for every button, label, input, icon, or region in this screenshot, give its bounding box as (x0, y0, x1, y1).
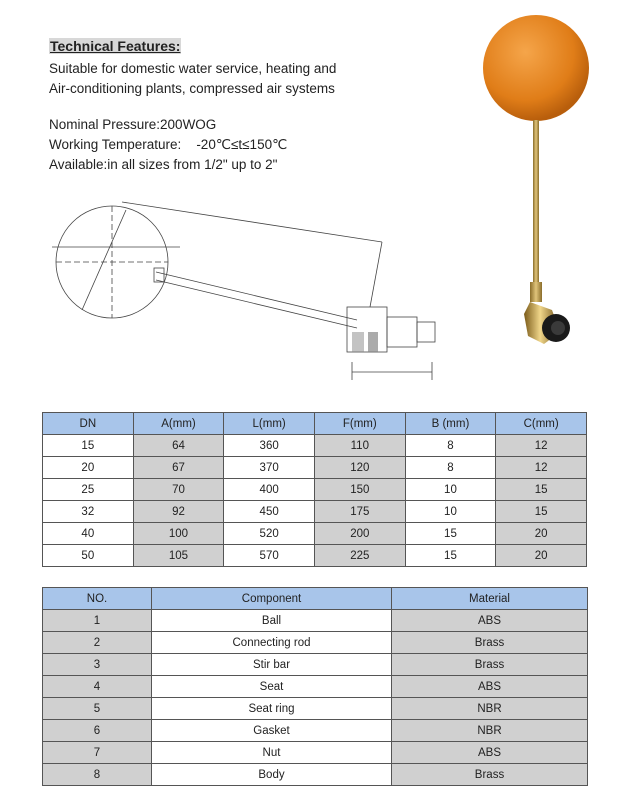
table-cell: 2 (43, 632, 152, 654)
working-temperature: Working Temperature: -20℃≤t≤150℃ (49, 137, 288, 152)
dims-header-l: L(mm) (224, 413, 315, 435)
table-cell: 40 (43, 523, 134, 545)
table-cell: 15 (496, 501, 587, 523)
table-row (43, 720, 588, 742)
table-cell: 8 (43, 764, 152, 786)
dims-header-b: B (mm) (405, 413, 496, 435)
table-cell: 225 (314, 545, 405, 567)
table-cell: 570 (224, 545, 315, 567)
features-line-1: Suitable for domestic water service, heating and (49, 61, 337, 76)
table-cell: Seat (152, 676, 392, 698)
table-cell: Stir bar (152, 654, 392, 676)
table-cell: 70 (133, 479, 224, 501)
dims-header-dn: DN (43, 413, 134, 435)
table-row (43, 610, 588, 632)
dims-header-a: A(mm) (133, 413, 224, 435)
table-cell: Ball (152, 610, 392, 632)
table-cell: 150 (314, 479, 405, 501)
table-row (43, 654, 588, 676)
table-row (43, 479, 587, 501)
table-cell: NBR (392, 720, 588, 742)
table-cell: Gasket (152, 720, 392, 742)
float-valve-photo (448, 10, 598, 350)
table-cell: 105 (133, 545, 224, 567)
table-cell: 12 (496, 435, 587, 457)
table-cell: 32 (43, 501, 134, 523)
table-cell: 370 (224, 457, 315, 479)
table-cell: Brass (392, 654, 588, 676)
table-row (43, 698, 588, 720)
table-row (43, 632, 588, 654)
dimensions-table (42, 412, 587, 567)
parts-header-no: NO. (43, 588, 152, 610)
table-cell: Nut (152, 742, 392, 764)
table-cell: ABS (392, 676, 588, 698)
table-cell: Body (152, 764, 392, 786)
table-cell: 64 (133, 435, 224, 457)
parts-header-component: Component (152, 588, 392, 610)
table-cell: 120 (314, 457, 405, 479)
nominal-pressure: Nominal Pressure:200WOG (49, 117, 217, 132)
table-cell: 8 (405, 435, 496, 457)
dims-header-f: F(mm) (314, 413, 405, 435)
table-cell: Seat ring (152, 698, 392, 720)
features-line-2: Air-conditioning plants, compressed air systems (49, 81, 335, 96)
table-cell: 100 (133, 523, 224, 545)
table-cell: 10 (405, 501, 496, 523)
table-cell: 520 (224, 523, 315, 545)
table-cell: 6 (43, 720, 152, 742)
table-cell: Brass (392, 632, 588, 654)
table-cell: 15 (405, 523, 496, 545)
table-cell: NBR (392, 698, 588, 720)
parts-header-material: Material (392, 588, 588, 610)
table-cell: 20 (496, 523, 587, 545)
table-cell: 10 (405, 479, 496, 501)
table-row (43, 501, 587, 523)
table-cell: 15 (405, 545, 496, 567)
table-cell: 92 (133, 501, 224, 523)
table-cell: 20 (43, 457, 134, 479)
table-cell: 5 (43, 698, 152, 720)
components-table (42, 587, 588, 786)
ball (483, 15, 589, 121)
table-cell: ABS (392, 610, 588, 632)
table-row (43, 676, 588, 698)
table-row (43, 742, 588, 764)
available-sizes: Available:in all sizes from 1/2" up to 2" (49, 157, 278, 172)
table-cell: 450 (224, 501, 315, 523)
table-cell: 20 (496, 545, 587, 567)
table-cell: 15 (43, 435, 134, 457)
table-cell: 400 (224, 479, 315, 501)
table-cell: 1 (43, 610, 152, 632)
connecting-rod (533, 120, 539, 300)
table-cell: 3 (43, 654, 152, 676)
table-row (43, 523, 587, 545)
table-cell: 67 (133, 457, 224, 479)
dims-header-c: C(mm) (496, 413, 587, 435)
technical-drawing (52, 192, 442, 387)
table-cell: 110 (314, 435, 405, 457)
table-row (43, 457, 587, 479)
table-cell: 7 (43, 742, 152, 764)
table-cell: 25 (43, 479, 134, 501)
table-cell: 200 (314, 523, 405, 545)
table-cell: 175 (314, 501, 405, 523)
table-row (43, 435, 587, 457)
table-cell: 360 (224, 435, 315, 457)
table-cell: Brass (392, 764, 588, 786)
features-heading: Technical Features: (50, 38, 181, 54)
table-row (43, 545, 587, 567)
table-cell: Connecting rod (152, 632, 392, 654)
table-cell: ABS (392, 742, 588, 764)
table-cell: 50 (43, 545, 134, 567)
table-cell: 12 (496, 457, 587, 479)
table-cell: 4 (43, 676, 152, 698)
technical-features (49, 38, 429, 175)
table-row (43, 764, 588, 786)
table-cell: 15 (496, 479, 587, 501)
table-cell: 8 (405, 457, 496, 479)
